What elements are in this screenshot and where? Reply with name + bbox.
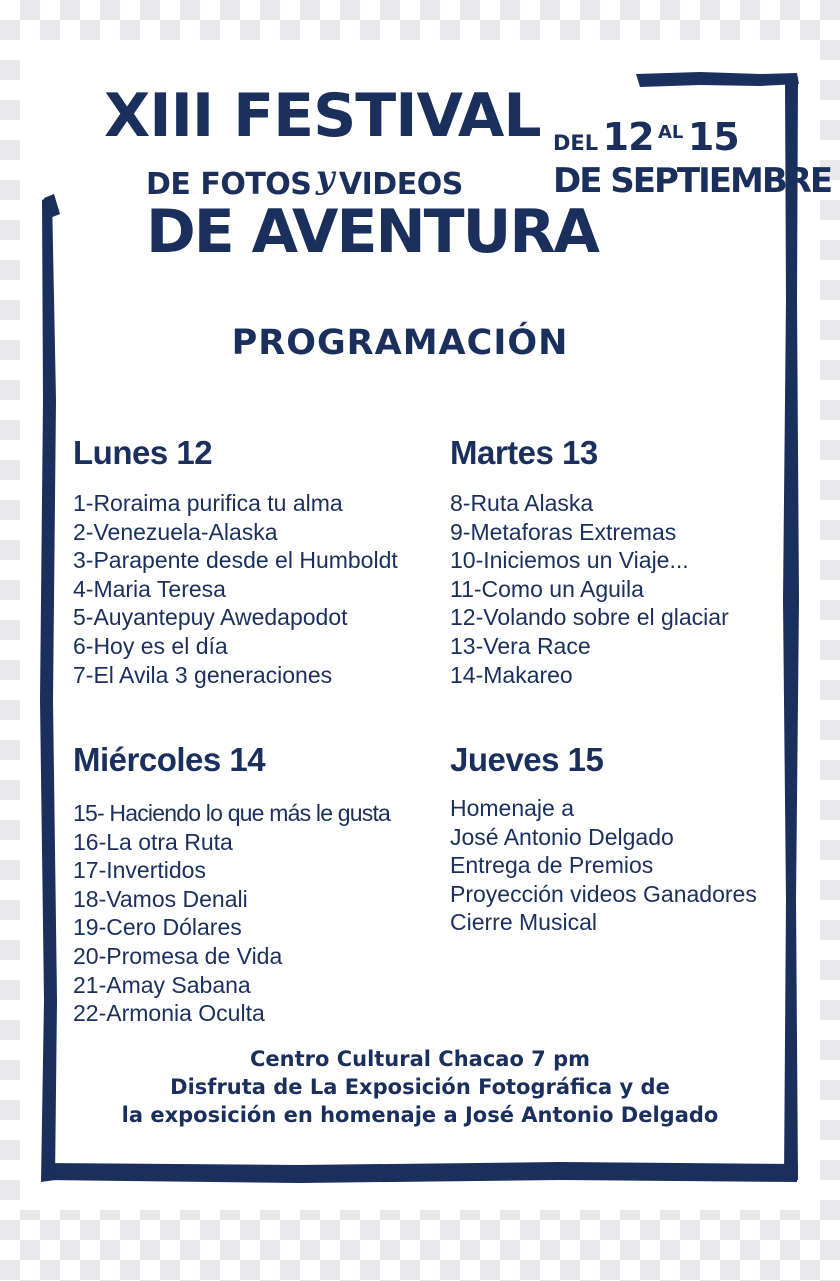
- date-month: DE SEPTIEMBRE: [553, 161, 832, 201]
- list-item: 14-Makareo: [450, 661, 573, 688]
- title-videos: VIDEOS: [338, 167, 463, 202]
- list-wednesday: [73, 799, 390, 1028]
- list-item: 5-Auyantepuy Awedapodot: [73, 604, 348, 631]
- date-del: DEL: [553, 131, 599, 155]
- footer-tribute: la exposición en homenaje a José Antonio Delgado: [121, 1103, 719, 1127]
- list-item: 21-Amay Sabana: [73, 971, 251, 998]
- list-item: Entrega de Premios: [450, 852, 654, 879]
- title-fotos: DE FOTOS: [146, 167, 312, 202]
- list-item: 13-Vera Race: [450, 632, 591, 659]
- list-item: 15- Haciendo lo que más le gusta: [73, 800, 391, 826]
- list-item: 4-Maria Teresa: [73, 575, 226, 602]
- footer-exhibition: Disfruta de La Exposición Fotográfica y de: [170, 1075, 670, 1099]
- list-item: 18-Vamos Denali: [73, 885, 248, 912]
- day-title-tuesday: Martes 13: [450, 434, 598, 471]
- list-item: 2-Venezuela-Alaska: [73, 518, 278, 545]
- list-item: 11-Como un Aguila: [450, 575, 644, 602]
- list-item: Cierre Musical: [450, 909, 597, 936]
- day-title-wednesday: Miércoles 14: [73, 741, 266, 778]
- list-item: 8-Ruta Alaska: [450, 490, 594, 516]
- footer-venue: Centro Cultural Chacao 7 pm: [249, 1047, 591, 1071]
- list-item: Proyección videos Ganadores: [450, 880, 757, 907]
- festival-title-line3: DE AVENTURA: [146, 197, 598, 267]
- list-item: 6-Hoy es el día: [73, 632, 228, 659]
- title-y-script: y: [315, 158, 335, 196]
- date-block: [553, 115, 739, 159]
- list-item: 10-Iniciemos un Viaje...: [450, 547, 689, 574]
- list-item: 17-Invertidos: [73, 857, 206, 884]
- list-tuesday: [450, 489, 729, 689]
- program-title: PROGRAMACIÓN: [231, 323, 569, 363]
- list-item: 22-Armonia Oculta: [73, 1000, 265, 1027]
- list-item: 7-El Avila 3 generaciones: [73, 661, 333, 688]
- list-item: 3-Parapente desde el Humboldt: [73, 547, 398, 574]
- list-item: Homenaje a: [450, 795, 575, 821]
- list-thursday: [450, 794, 757, 937]
- list-monday: [73, 489, 398, 689]
- festival-title-line1: XIII FESTIVAL: [104, 81, 541, 151]
- date-al: AL: [657, 122, 684, 143]
- list-item: 16-La otra Ruta: [73, 828, 233, 855]
- list-item: 20-Promesa de Vida: [73, 942, 283, 969]
- list-item: 19-Cero Dólares: [73, 914, 242, 941]
- list-item: 9-Metaforas Extremas: [450, 518, 677, 545]
- day-title-monday: Lunes 12: [73, 434, 213, 471]
- list-item: 1-Roraima purifica tu alma: [73, 490, 343, 516]
- day-title-thursday: Jueves 15: [450, 741, 604, 778]
- date-end: 15: [687, 115, 739, 159]
- list-item: José Antonio Delgado: [450, 823, 674, 850]
- date-start: 12: [602, 115, 654, 159]
- list-item: 12-Volando sobre el glaciar: [450, 604, 729, 631]
